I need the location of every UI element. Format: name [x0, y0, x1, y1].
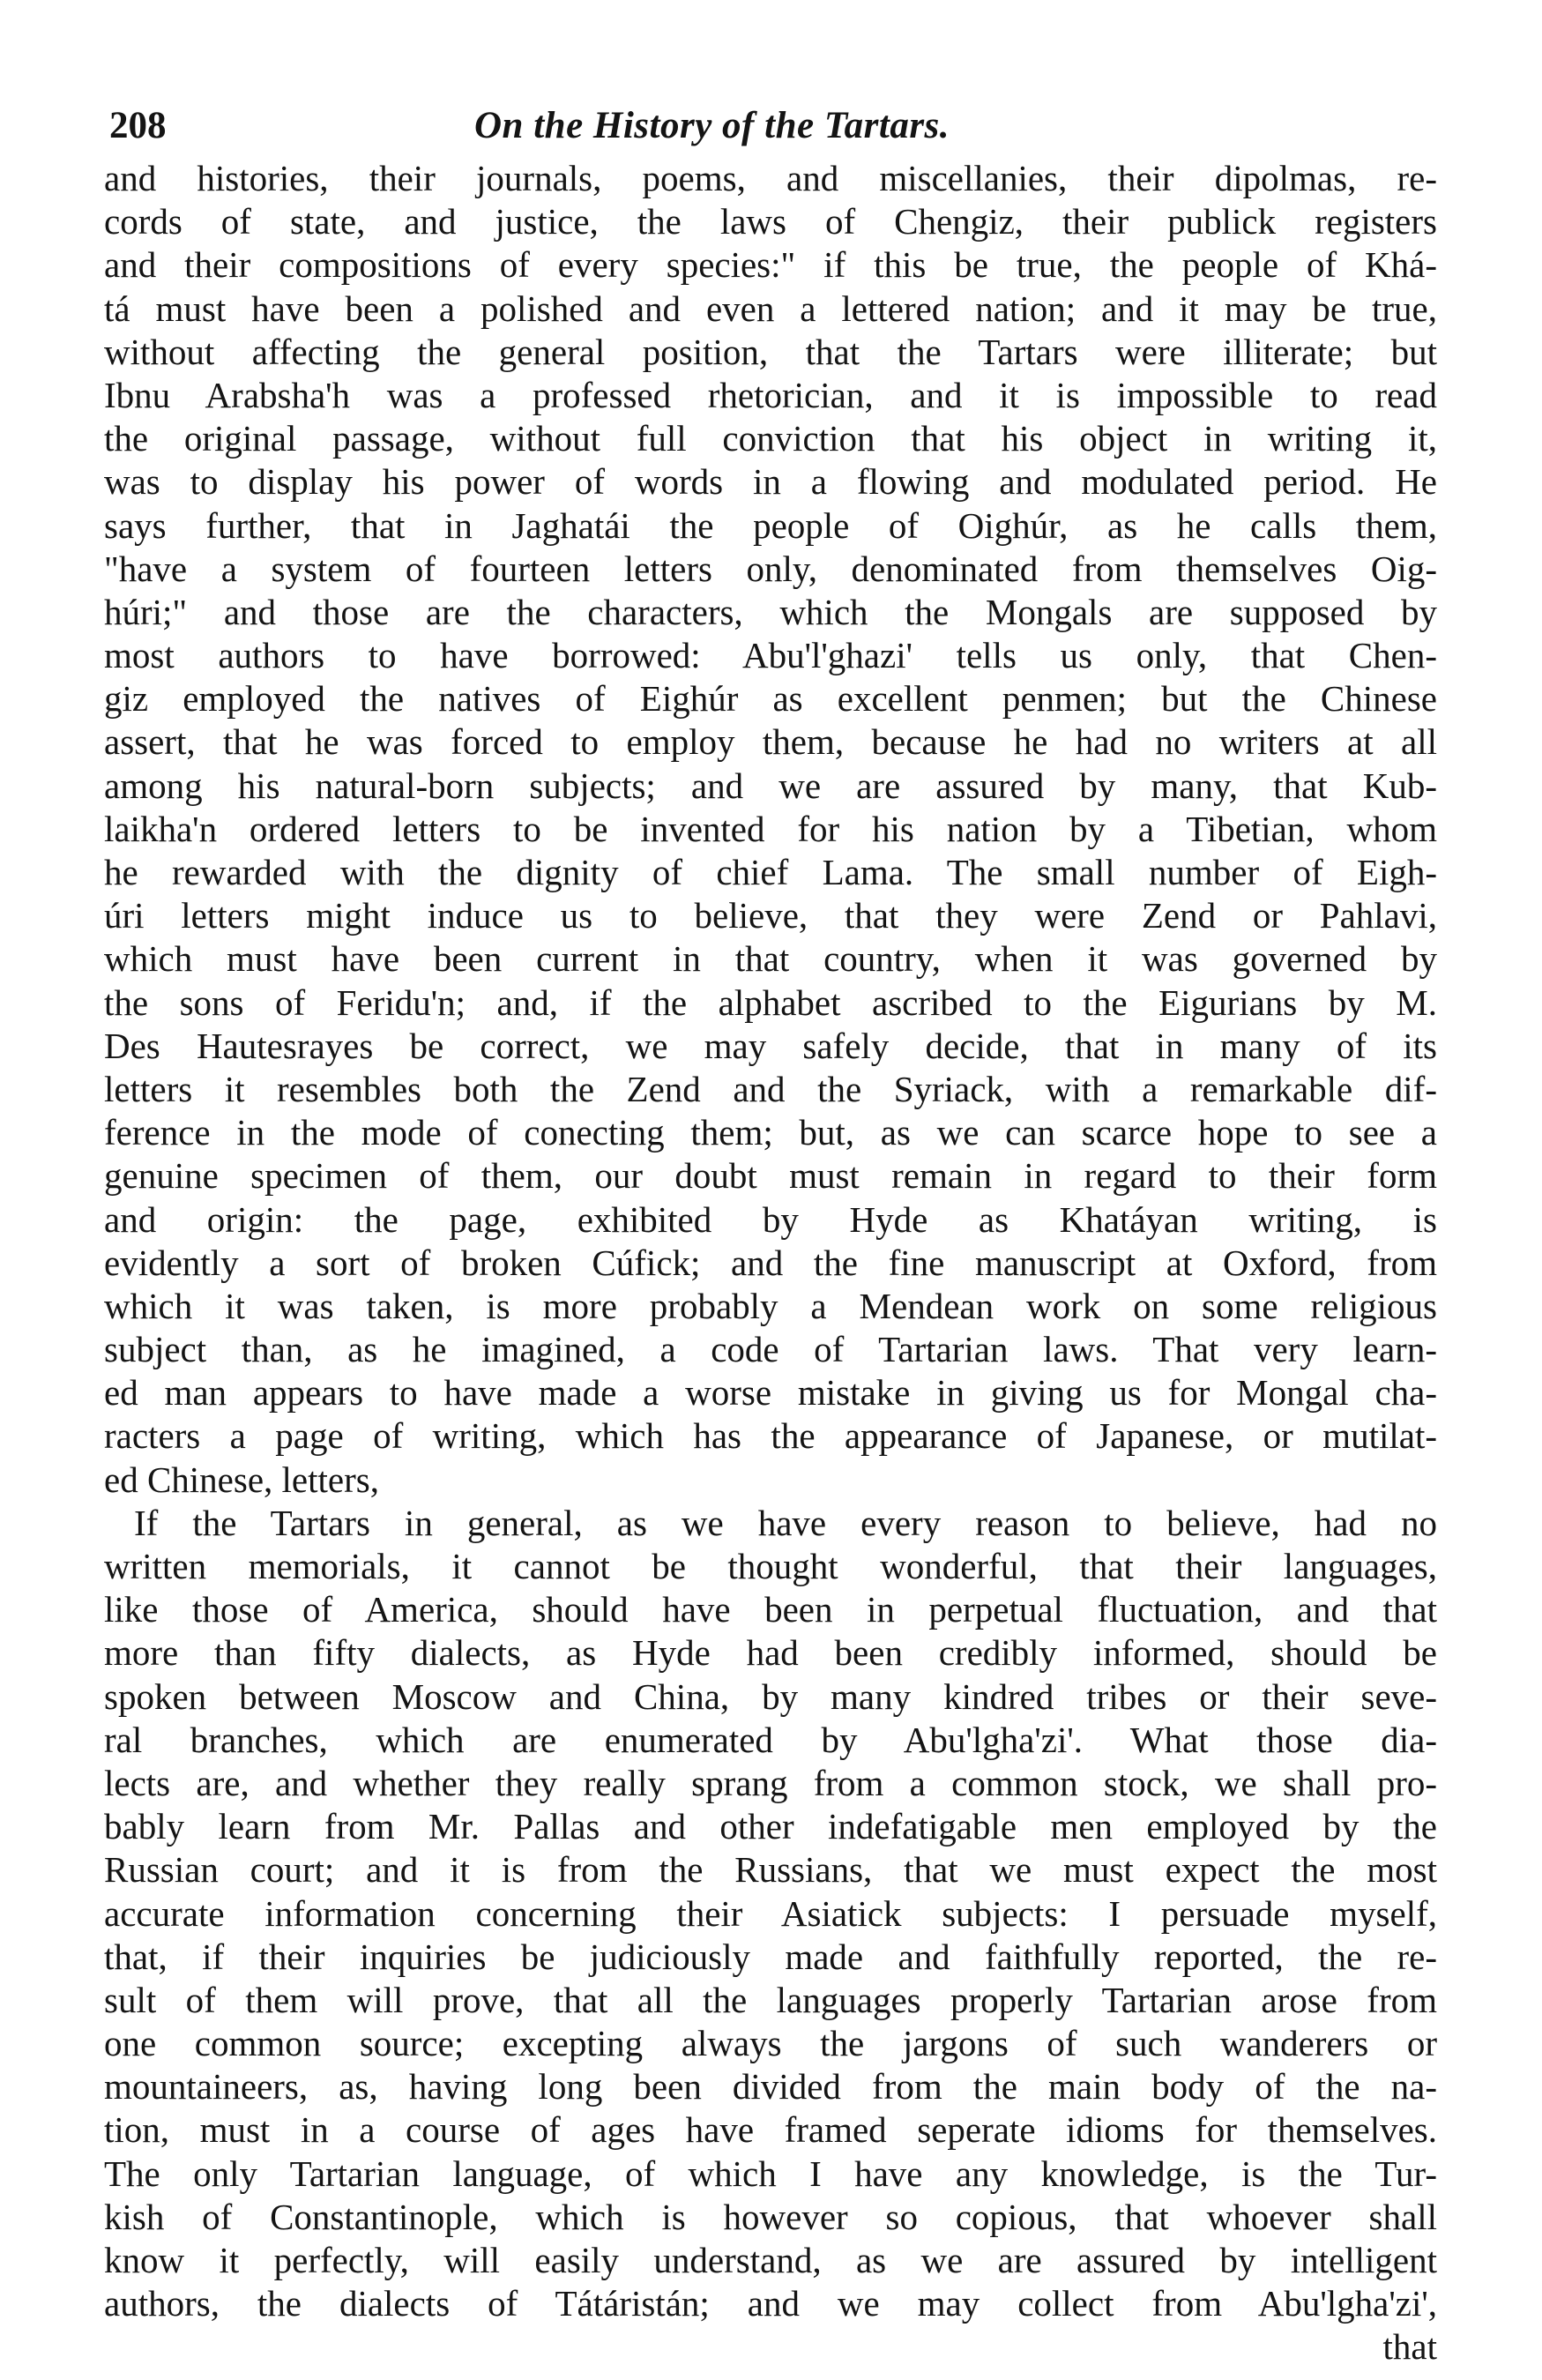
text-line: giz employed the natives of Eighúr as excellent penmen; but the Chinese	[104, 678, 1437, 720]
paragraph-first-line: If the Tartars in general, as we have every reason to believe, had no	[134, 1502, 1437, 1543]
text-line: ference in the mode of conecting them; but, as we can scarce hope to see a	[104, 1112, 1437, 1153]
text-line: tá must have been a polished and even a lettered nation; and it may be true,	[104, 287, 1437, 329]
text-line: know it perfectly, will easily understand, as we are assured by intelligent	[104, 2240, 1437, 2280]
text-line: letters it resembles both the Zend and the Syriack, with a remarkable dif-	[104, 1068, 1437, 1109]
text-line: The only Tartarian language, of which I have any knowledge, is the Tur-	[104, 2152, 1437, 2194]
text-line: Russian court; and it is from the Russians, that we must expect the most	[104, 1849, 1437, 1891]
text-line: ed man appears to have made a worse mistake in giving us for Mongal cha-	[104, 1372, 1437, 1414]
text-line: lects are, and whether they really sprang from a common stock, we shall pro-	[104, 1762, 1437, 1803]
text-line: which it was taken, is more probably a Mendean work on some religious	[104, 1285, 1437, 1326]
text-line: and origin: the page, exhibited by Hyde as Khatáyan writing, is	[104, 1198, 1437, 1240]
text-line: was to display his power of words in a flowing and modulated period. He	[104, 461, 1437, 503]
text-line: the original passage, without full conviction that his object in writing it,	[104, 418, 1437, 459]
text-line: cords of state, and justice, the laws of Chengiz, their publick registers	[104, 201, 1437, 242]
text-line: ed Chinese, letters,	[104, 1459, 379, 1500]
page-number: 208	[109, 105, 167, 146]
text-line: bably learn from Mr. Pallas and other indefatigable men employed by the	[104, 1806, 1437, 1847]
text-line: more than fifty dialects, as Hyde had been credibly informed, should be	[104, 1632, 1437, 1674]
text-line: Des Hautesrayes be correct, we may safely decide, that in many of its	[104, 1025, 1437, 1066]
running-head: On the History of the Tartars.	[474, 105, 950, 146]
text-line: says further, that in Jaghatái the people of Oighúr, as he calls them,	[104, 504, 1437, 546]
text-line: úri letters might induce us to believe, that they were Zend or Pahlavi,	[104, 895, 1437, 936]
text-line: tion, must in a course of ages have framed seperate idioms for themselves.	[104, 2109, 1437, 2151]
text-line: written memorials, it cannot be thought wonderful, that their languages,	[104, 1546, 1437, 1586]
text-line: evidently a sort of broken Cúfick; and the fine manuscript at Oxford, from	[104, 1242, 1437, 1283]
text-line: among his natural-born subjects; and we are assured by many, that Kub-	[104, 765, 1437, 806]
text-line: most authors to have borrowed: Abu'l'ghazi' tells us only, that Chen-	[104, 635, 1437, 676]
text-line: racters a page of writing, which has the appearance of Japanese, or mutilat-	[104, 1415, 1437, 1457]
text-line: húri;" and those are the characters, which the Mongals are supposed by	[104, 591, 1437, 632]
text-line: without affecting the general position, that the Tartars were illiterate; but	[104, 331, 1437, 372]
text-line: and histories, their journals, poems, and miscellanies, their dipolmas, re-	[104, 158, 1437, 198]
text-line: the sons of Feridu'n; and, if the alphabet ascribed to the Eigurians by M.	[104, 981, 1437, 1023]
text-line: accurate information concerning their Asiatick subjects: I persuade myself,	[104, 1892, 1437, 1934]
text-line: laikha'n ordered letters to be invented for his nation by a Tibetian, whom	[104, 808, 1437, 849]
text-line: kish of Constantinople, which is however so copious, that whoever shall	[104, 2196, 1437, 2237]
page-header	[104, 99, 1437, 153]
text-line: sult of them will prove, that all the languages properly Tartarian arose from	[104, 1979, 1437, 2020]
text-line: one common source; excepting always the jargons of such wanderers or	[104, 2023, 1437, 2064]
text-line: ral branches, which are enumerated by Abu'lgha'zi'. What those dia-	[104, 1719, 1437, 1760]
text-line: like those of America, should have been in perpetual fluctuation, and that	[104, 1589, 1437, 1630]
text-line: he rewarded with the dignity of chief Lama. The small number of Eigh-	[104, 852, 1437, 892]
text-line: that, if their inquiries be judiciously made and faithfully reported, the re-	[104, 1936, 1437, 1977]
text-line: Ibnu Arabsha'h was a professed rhetorician, and it is impossible to read	[104, 374, 1437, 415]
text-line: mountaineers, as, having long been divided from the main body of the na-	[104, 2066, 1437, 2108]
book-page	[104, 99, 1437, 2368]
text-line: which must have been current in that country, when it was governed by	[104, 938, 1437, 980]
text-line: assert, that he was forced to employ them, because he had no writers at all	[104, 721, 1437, 763]
text-line: and their compositions of every species:" if this be true, the people of Khá-	[104, 244, 1437, 286]
text-line: genuine specimen of them, our doubt must remain in regard to their form	[104, 1155, 1437, 1197]
body-text	[104, 157, 1437, 2325]
catchword: that	[1382, 2326, 1437, 2368]
text-line: subject than, as he imagined, a code of Tartarian laws. That very learn-	[104, 1329, 1437, 1370]
text-line: authors, the dialects of Tátáristán; and we may collect from Abu'lgha'zi',	[104, 2283, 1437, 2324]
text-line: "have a system of fourteen letters only, denominated from themselves Oig-	[104, 548, 1437, 589]
text-line: spoken between Moscow and China, by many kindred tribes or their seve-	[104, 1675, 1437, 1717]
